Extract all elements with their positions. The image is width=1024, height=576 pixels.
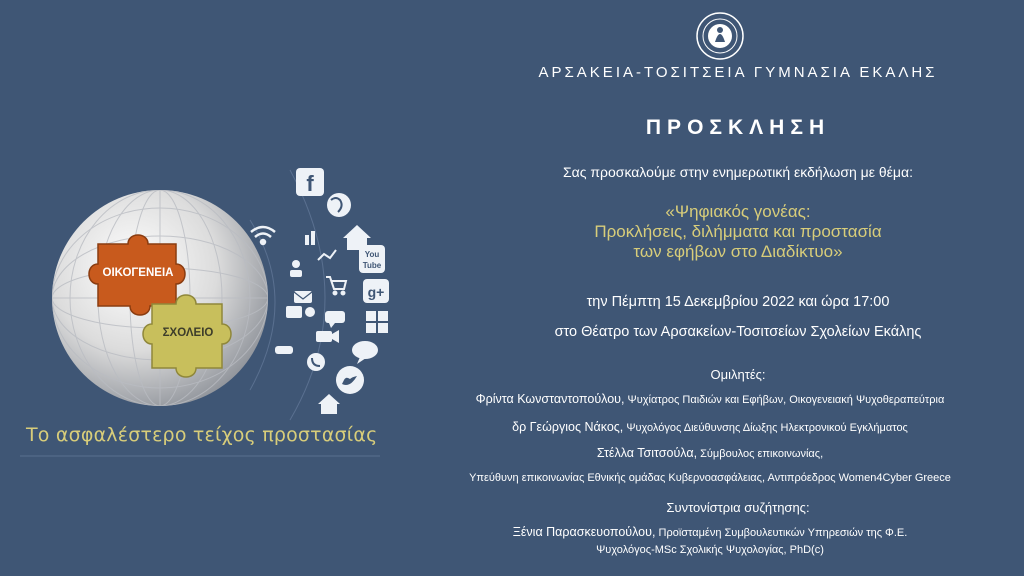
speaker-name: Στέλλα Τσιτσούλα,: [596, 446, 698, 460]
wifi-icon: [251, 227, 275, 244]
moderator-role: Προϊσταμένη Συμβουλευτικών Υπηρεσιών της Φ.Ε.: [655, 527, 908, 539]
mail-icon: [294, 291, 312, 303]
school-name: ΑΡΣΑΚΕΙΑ-ΤΟΣΙΤΣΕΙΑ ΓΥΜΝΑΣΙΑ ΕΚΑΛΗΣ: [538, 64, 938, 81]
youtube-icon: [359, 245, 385, 273]
facebook-icon: [296, 168, 324, 196]
chart-icon: [305, 231, 315, 245]
svg-text:Tube: Tube: [362, 261, 382, 270]
svg-text:f: f: [306, 171, 314, 196]
speaker-role: Ψυχολόγος Διεύθυνσης Δίωξης Ηλεκτρονικού Εγκλήματος: [623, 422, 908, 434]
event-date: την Πέμπτη 15 Δεκεμβρίου 2022 και ώρα 17:00: [586, 294, 890, 310]
school-puzzle-piece: [143, 295, 231, 377]
speaker-line-2: [404, 420, 1016, 434]
event-venue: στο Θέατρο των Αρσακείων-Τοσιτσείων Σχολείων Εκάλης: [554, 324, 922, 340]
speaker-role: Υπεύθυνη επικοινωνίας Εθνικής ομάδας Κυβερνοασφάλειας, Αντιπρόεδρος Women4Cyber Greece: [469, 472, 951, 484]
google-plus-icon: [363, 279, 389, 303]
moderator-name: Ξένια Παρασκευοπούλου,: [512, 525, 656, 539]
handshake-icon: [275, 346, 293, 354]
speaker-role: Ψυχίατρος Παιδιών και Εφήβων, Οικογενειακή Ψυχοθεραπεύτρια: [624, 394, 945, 406]
event-topic: [470, 202, 1006, 262]
speaker-name: Φρίντα Κωνσταντοπούλου,: [475, 392, 625, 406]
invitation-title: ΠΡΟΣΚΛΗΣΗ: [645, 116, 831, 139]
svg-text:You: You: [364, 250, 380, 259]
speaker-name: δρ Γεώργιος Νάκος,: [512, 420, 624, 434]
school-label: ΣΧΟΛΕΙΟ: [162, 327, 214, 339]
people-icon: [290, 260, 302, 277]
twitter-icon: [336, 366, 364, 394]
moderator-line-1: [404, 525, 1016, 539]
speech-bubble-icon: [352, 341, 378, 364]
speaker-line-1: [404, 392, 1016, 406]
speaker-line-3: [404, 446, 1016, 460]
family-label: ΟΙΚΟΓΕΝΕΙΑ: [102, 267, 174, 279]
topic-line-1: «Ψηφιακός γονέας:: [665, 202, 811, 221]
home-small-icon: [318, 394, 340, 414]
topic-line-2: Προκλήσεις, διλήμματα και προστασία: [594, 222, 882, 241]
tagline: Το ασφαλέστερο τείχος προστασίας: [26, 424, 378, 446]
video-icon: [316, 330, 339, 343]
moderator-line-2: Ψυχολόγος-MSc Σχολικής Ψυχολογίας, PhD(c): [596, 544, 824, 556]
family-puzzle-piece: [89, 235, 185, 315]
svg-text:g+: g+: [367, 284, 385, 300]
speaker-line-4: [404, 472, 1016, 484]
shop-icon: [286, 306, 315, 318]
topic-line-3: των εφήβων στο Διαδίκτυο»: [633, 242, 843, 261]
windows-icon: [366, 311, 388, 333]
chat-icon: [325, 311, 345, 328]
invitation-intro: Σας προσκαλούμε στην ενημερωτική εκδήλωση με θέμα:: [563, 164, 913, 180]
speaker-role: Σύμβουλος επικοινωνίας,: [697, 448, 824, 460]
moderator-heading: Συντονίστρια συζήτησης:: [666, 500, 810, 515]
globe-icon: [327, 193, 351, 217]
cart-icon: [326, 277, 346, 295]
phone-icon: [307, 353, 325, 371]
speakers-heading: Ομιλητές:: [710, 367, 766, 382]
school-seal-logo: [696, 12, 744, 60]
